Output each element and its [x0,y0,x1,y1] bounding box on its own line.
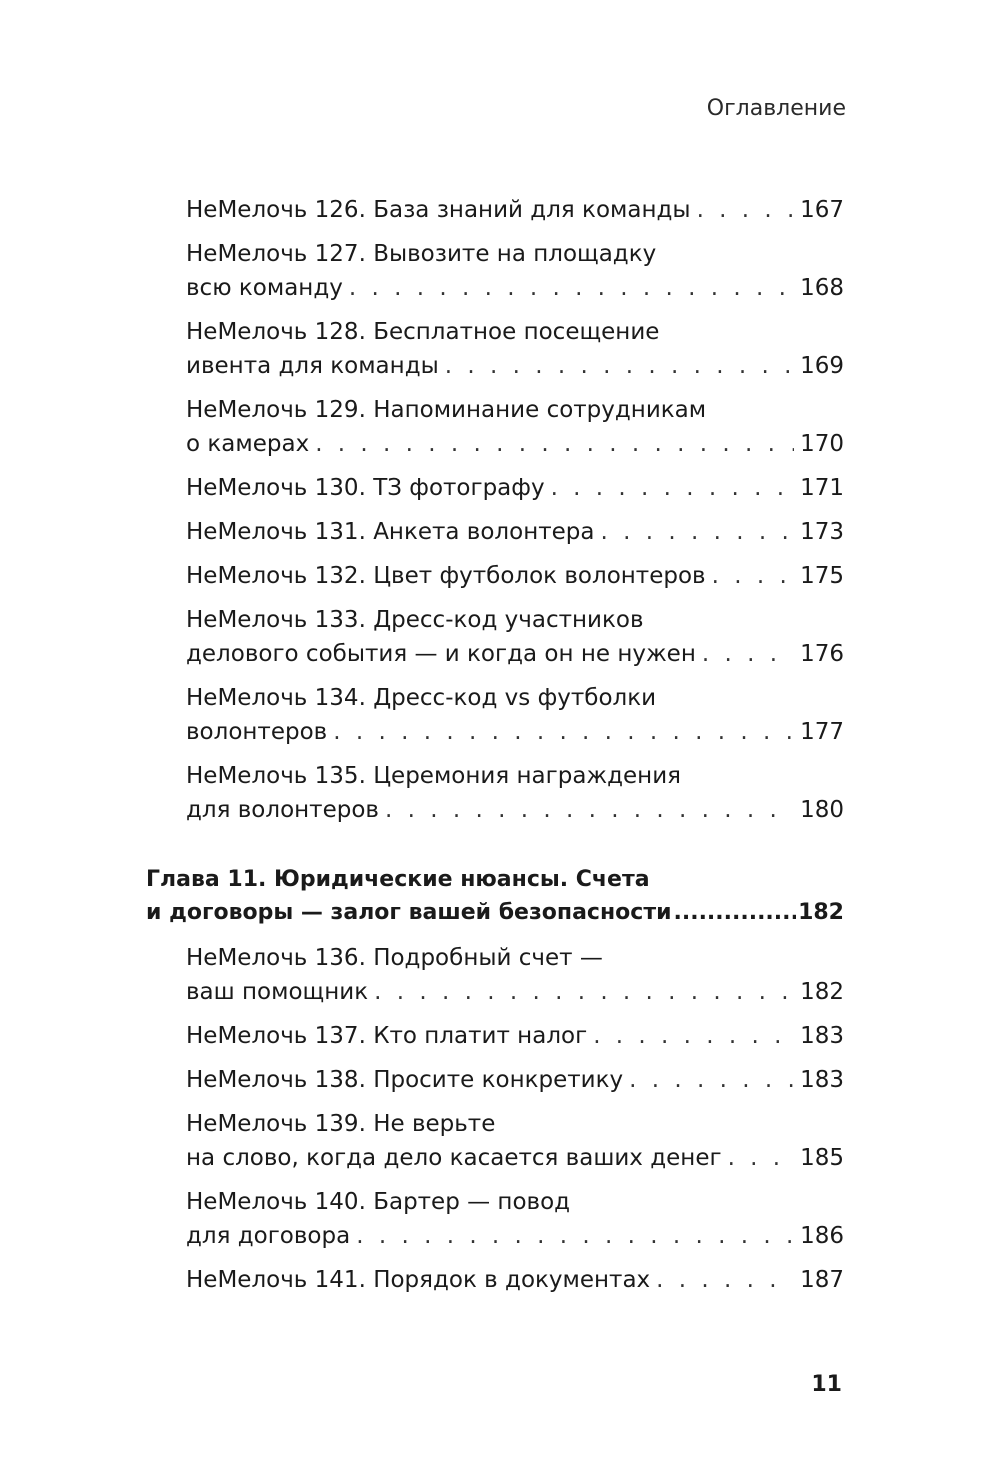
toc-entry-137[interactable] [186,1019,844,1053]
toc-entry-title: НеМелочь 140. Бартер — повод [186,1189,571,1215]
toc-entry-title: НеМелочь 131. Анкета волонтера [186,519,595,545]
dot-leader [674,896,797,929]
toc-entry-title: НеМелочь 129. Напоминание сотрудникам [186,397,707,423]
toc-page-number: 168 [800,275,844,301]
dot-leader [333,715,794,749]
chapter-title: Глава 11. Юридические нюансы. Счета [146,867,650,892]
toc-entry-138[interactable] [186,1063,844,1097]
dot-leader [629,1063,794,1097]
dot-leader [712,559,795,593]
toc-entry-135[interactable] [186,759,844,827]
toc-entry-title: НеМелочь 130. ТЗ фотографу [186,475,545,501]
toc-entry-title: НеМелочь 139. Не верьте [186,1111,496,1137]
dot-leader [601,515,795,549]
toc-entry-title-cont: ваш помощник [186,979,369,1005]
page-number: 11 [811,1372,842,1397]
dot-leader [374,975,794,1009]
toc-entry-133[interactable] [186,603,844,671]
toc-entry-131[interactable] [186,515,844,549]
chapter-title-cont: и договоры — залог вашей безопасности [146,900,672,925]
toc-page-number: 186 [800,1223,844,1249]
toc-page-number: 187 [800,1267,844,1293]
toc-entry-140[interactable] [186,1185,844,1253]
toc-entry-title-cont: для волонтеров [186,797,379,823]
toc-page-number: 167 [800,197,844,223]
toc-entry-132[interactable] [186,559,844,593]
toc-entry-title-cont: делового события — и когда он не нужен [186,641,696,667]
toc-entry-title: НеМелочь 138. Просите конкретику [186,1067,624,1093]
dot-leader [349,271,794,305]
toc-entry-title: НеМелочь 127. Вывозите на площадку [186,241,657,267]
dot-leader [356,1219,794,1253]
toc-page-number: 169 [800,353,844,379]
toc-entry-134[interactable] [186,681,844,749]
toc-entry-title-cont: волонтеров [186,719,328,745]
toc-entry-title-cont: всю команду [186,275,343,301]
dot-leader [697,193,795,227]
toc-page-number: 170 [800,431,844,457]
dot-leader [593,1019,794,1053]
dot-leader [728,1141,795,1175]
toc-entry-126[interactable] [186,193,844,227]
dot-leader [702,637,794,671]
toc-entry-141[interactable] [186,1263,844,1297]
dot-leader [385,793,794,827]
toc-entry-title: НеМелочь 128. Бесплатное посещение [186,319,660,345]
toc-chapter-11[interactable] [146,863,844,929]
toc-page-number: 183 [800,1023,844,1049]
toc-entry-130[interactable] [186,471,844,505]
toc-entry-title: НеМелочь 135. Церемония награждения [186,763,682,789]
toc-page-number: 180 [800,797,844,823]
dot-leader [656,1263,794,1297]
toc-entry-title: НеМелочь 137. Кто платит налог [186,1023,588,1049]
toc-entry-title-cont: ивента для команды [186,353,439,379]
chapter-page-number: 182 [798,900,844,925]
toc-entry-129[interactable] [186,393,844,461]
toc-page-number: 173 [800,519,844,545]
toc-entry-136[interactable] [186,941,844,1009]
toc-entry-title: НеМелочь 141. Порядок в документах [186,1267,651,1293]
toc-page-number: 176 [800,641,844,667]
running-head: Оглавление [706,96,846,121]
toc-entry-title: НеМелочь 132. Цвет футболок волонтеров [186,563,706,589]
toc-entry-title: НеМелочь 126. База знаний для команды [186,197,691,223]
dot-leader [445,349,794,383]
table-of-contents [0,193,1000,1307]
toc-entry-127[interactable] [186,237,844,305]
toc-entry-title-cont: на слово, когда дело касается ваших денег [186,1145,722,1171]
toc-page-number: 185 [800,1145,844,1171]
dot-leader [315,427,794,461]
toc-entry-title-cont: для договора [186,1223,351,1249]
toc-page-number: 183 [800,1067,844,1093]
toc-entry-title-cont: о камерах [186,431,310,457]
toc-entry-128[interactable] [186,315,844,383]
toc-entry-title: НеМелочь 134. Дресс-код vs футболки [186,685,657,711]
toc-page-number: 182 [800,979,844,1005]
toc-entry-139[interactable] [186,1107,844,1175]
toc-page-number: 175 [800,563,844,589]
toc-entry-title: НеМелочь 133. Дресс-код участников [186,607,644,633]
dot-leader [551,471,795,505]
toc-entry-title: НеМелочь 136. Подробный счет — [186,945,603,971]
toc-page-number: 177 [800,719,844,745]
toc-page-number: 171 [800,475,844,501]
